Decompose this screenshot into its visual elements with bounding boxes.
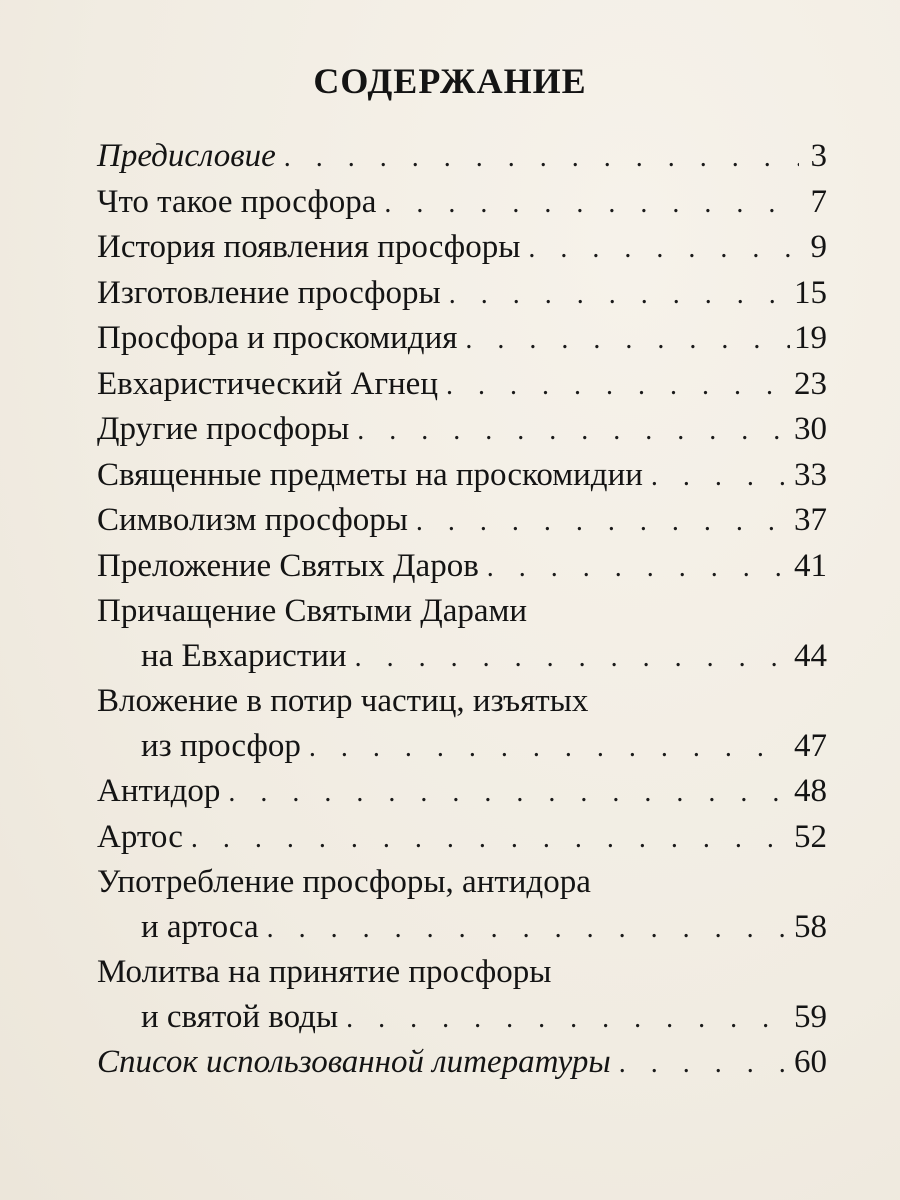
toc-page-number: 58 bbox=[794, 908, 827, 945]
toc-entry bbox=[97, 815, 827, 861]
toc-entry-title: и святой воды bbox=[141, 998, 339, 1035]
toc-entry-title: Другие просфоры bbox=[97, 411, 350, 447]
toc-page-number: 41 bbox=[794, 547, 827, 584]
page-title: СОДЕРЖАНИЕ bbox=[313, 61, 587, 101]
toc-line bbox=[97, 362, 827, 408]
toc-entry bbox=[97, 134, 827, 180]
dot-leader bbox=[465, 317, 790, 363]
dot-leader bbox=[449, 272, 790, 318]
toc-line bbox=[97, 995, 827, 1041]
toc-page-number: 33 bbox=[794, 456, 827, 493]
toc-page-number: 44 bbox=[794, 637, 827, 674]
toc-entry-title: Преложение Святых Даров bbox=[97, 547, 479, 584]
toc-entry bbox=[97, 271, 827, 317]
toc-line bbox=[97, 134, 827, 180]
dot-leader bbox=[446, 363, 790, 409]
dot-leader bbox=[619, 1041, 790, 1087]
toc-entry bbox=[97, 589, 827, 679]
toc-page-number: 7 bbox=[810, 183, 827, 220]
toc-entry-title: на Евхаристии bbox=[141, 637, 347, 674]
toc-page-number: 48 bbox=[794, 773, 827, 809]
toc-entry-title: Что такое просфора bbox=[97, 183, 377, 220]
toc-entry-title: Употребление просфоры, антидора bbox=[97, 864, 591, 900]
toc-line bbox=[97, 724, 827, 770]
toc-line bbox=[97, 498, 827, 544]
toc-page-number: 59 bbox=[794, 998, 827, 1035]
toc-entry bbox=[97, 180, 827, 226]
toc-entry-title: Артос bbox=[97, 818, 183, 855]
toc-page-number: 52 bbox=[794, 818, 827, 855]
toc-entry-title: Евхаристический Агнец bbox=[97, 365, 438, 402]
toc-page-number: 3 bbox=[810, 138, 827, 174]
toc-line bbox=[97, 769, 827, 815]
toc-entry bbox=[97, 544, 827, 590]
toc-line bbox=[97, 589, 827, 634]
dot-leader bbox=[384, 181, 799, 227]
dot-leader bbox=[309, 725, 790, 771]
toc-line bbox=[97, 1040, 827, 1086]
dot-leader bbox=[355, 635, 790, 681]
toc-line bbox=[97, 453, 827, 499]
toc-page-number: 30 bbox=[794, 411, 827, 447]
toc-entry-title: из просфор bbox=[141, 727, 301, 764]
toc-entry bbox=[97, 362, 827, 408]
toc-line bbox=[97, 679, 827, 724]
dot-leader bbox=[267, 906, 790, 952]
toc-line bbox=[97, 634, 827, 680]
toc-entry bbox=[97, 860, 827, 950]
dot-leader bbox=[191, 816, 790, 862]
toc-entry-title: Список использованной литературы bbox=[97, 1044, 611, 1080]
dot-leader bbox=[357, 408, 790, 454]
dot-leader bbox=[487, 545, 790, 591]
toc-line bbox=[97, 950, 827, 995]
dot-leader bbox=[284, 135, 799, 181]
toc-entry bbox=[97, 453, 827, 499]
toc-line bbox=[97, 271, 827, 317]
toc-entry-title: Символизм просфоры bbox=[97, 502, 408, 538]
toc-entry bbox=[97, 316, 827, 362]
toc-entry-title: Священные предметы на проскомидии bbox=[97, 456, 643, 493]
table-of-contents bbox=[97, 134, 827, 1086]
toc-page-number: 47 bbox=[794, 727, 827, 764]
toc-entry bbox=[97, 1040, 827, 1086]
toc-line bbox=[97, 180, 827, 226]
toc-entry-title: Антидор bbox=[97, 773, 221, 809]
toc-entry-title: Причащение Святыми Дарами bbox=[97, 593, 528, 629]
toc-page-number: 37 bbox=[794, 502, 827, 538]
toc-entry bbox=[97, 679, 827, 769]
dot-leader bbox=[528, 226, 799, 272]
toc-line bbox=[97, 815, 827, 861]
toc-entry bbox=[97, 950, 827, 1040]
toc-entry bbox=[97, 769, 827, 815]
toc-page-number: 60 bbox=[794, 1044, 827, 1080]
toc-page-number: 19 bbox=[794, 320, 827, 356]
toc-page-number: 9 bbox=[810, 229, 827, 265]
toc-line bbox=[97, 905, 827, 951]
toc-line bbox=[97, 544, 827, 590]
dot-leader bbox=[651, 454, 790, 500]
toc-page-number: 15 bbox=[794, 274, 827, 311]
toc-entry-title: Предисловие bbox=[97, 138, 276, 174]
toc-entry-title: Просфора и проскомидия bbox=[97, 320, 458, 356]
toc-entry-title: и артоса bbox=[141, 908, 259, 945]
toc-entry bbox=[97, 225, 827, 271]
dot-leader bbox=[228, 770, 790, 816]
dot-leader bbox=[416, 499, 790, 545]
dot-leader bbox=[346, 996, 790, 1042]
toc-entry-title: Изготовление просфоры bbox=[97, 274, 441, 311]
toc-line bbox=[97, 860, 827, 905]
toc-line bbox=[97, 407, 827, 453]
toc-line bbox=[97, 225, 827, 271]
toc-line bbox=[97, 316, 827, 362]
toc-page-number: 23 bbox=[794, 365, 827, 402]
toc-entry-title: Вложение в потир частиц, изъятых bbox=[97, 683, 589, 719]
toc-entry-title: Молитва на принятие просфоры bbox=[97, 954, 552, 990]
toc-entry bbox=[97, 407, 827, 453]
toc-entry-title: История появления просфоры bbox=[97, 229, 521, 265]
toc-entry bbox=[97, 498, 827, 544]
